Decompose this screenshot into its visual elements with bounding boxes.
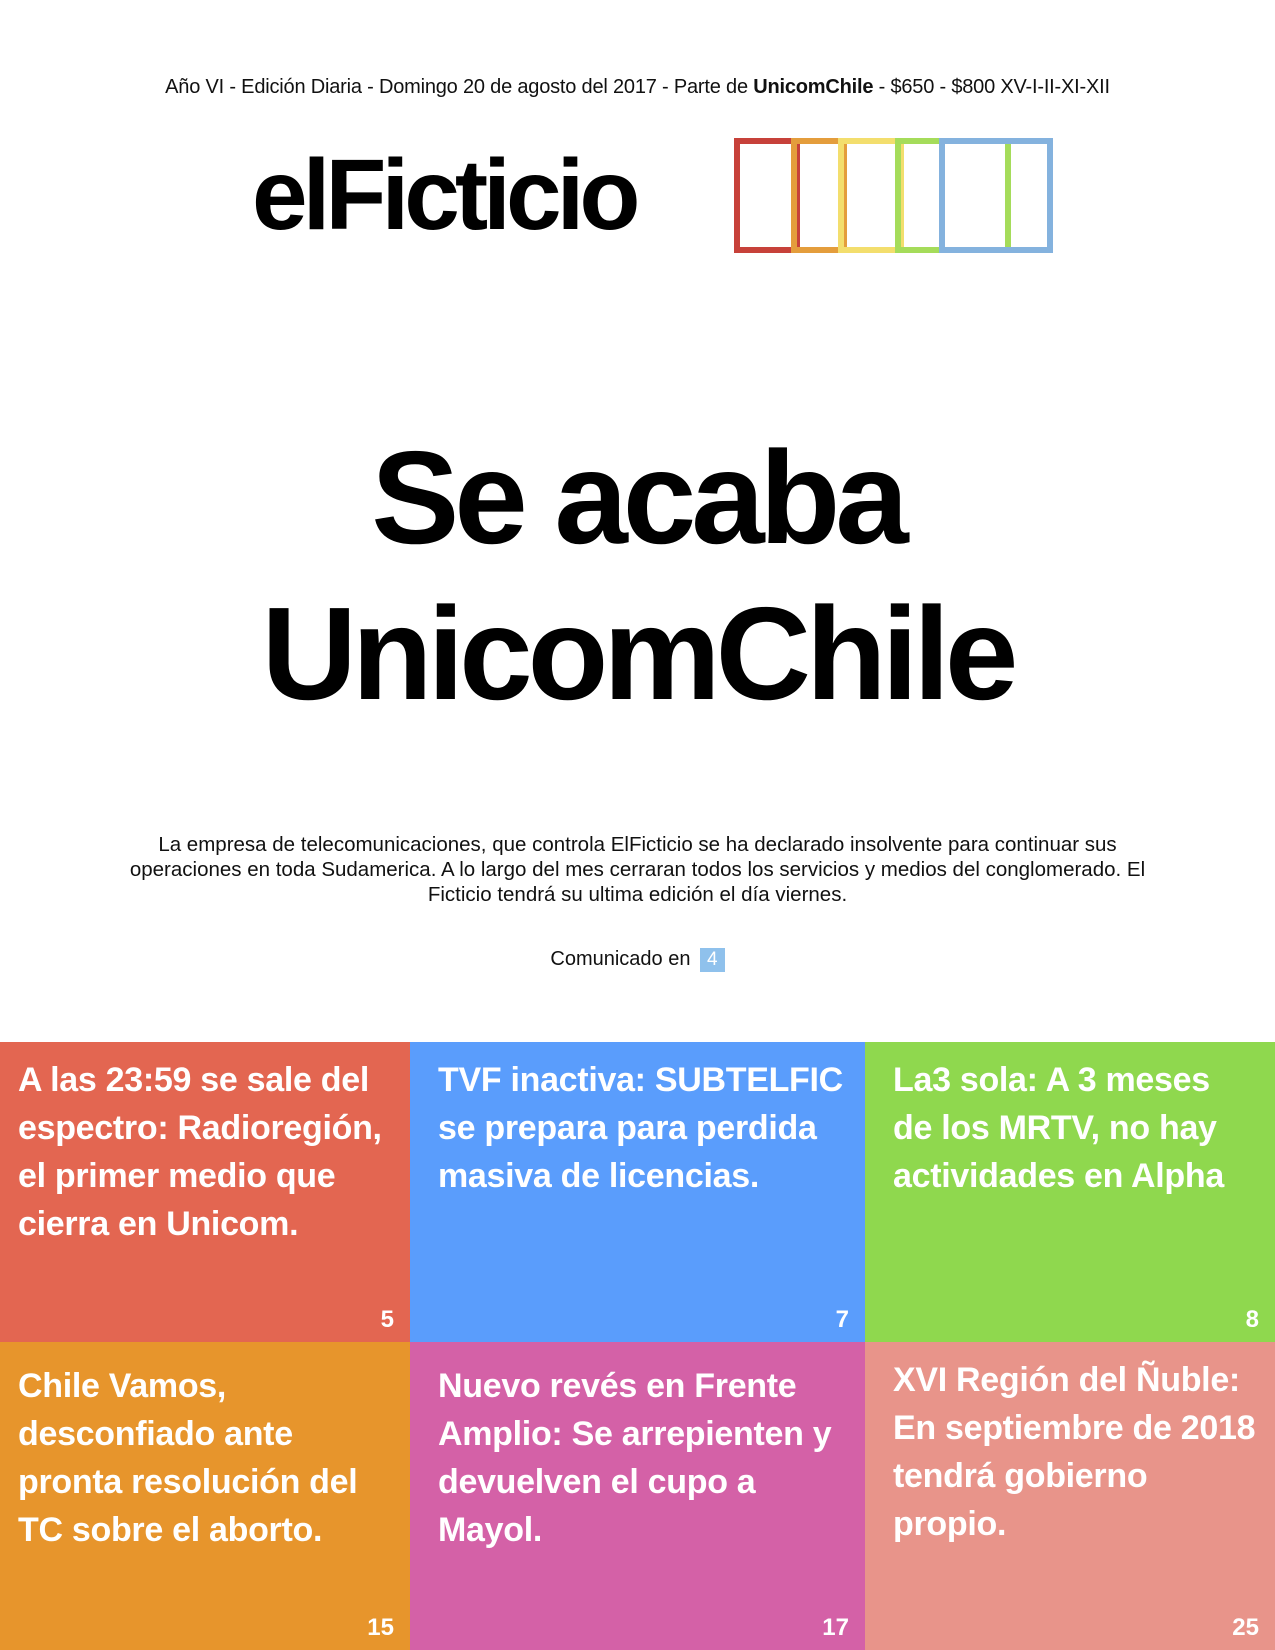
edition-line [0, 76, 1275, 99]
comunicado-page-badge[interactable]: 4 [700, 948, 725, 972]
masthead [252, 138, 1052, 253]
main-headline[interactable] [0, 420, 1275, 732]
story-title: Nuevo revés en Frente Amplio: Se arrepienten y devuelven el cupo a Mayol. [438, 1367, 832, 1549]
story-page-number: 17 [822, 1614, 849, 1641]
story-title: Chile Vamos, desconfiado ante pronta resolución del TC sobre el aborto. [18, 1367, 358, 1549]
logo-box-yellow [841, 141, 901, 250]
story-page-number: 25 [1232, 1614, 1259, 1641]
story-page-number: 8 [1245, 1306, 1259, 1333]
story-title: La3 sola: A 3 meses de los MRTV, no hay actividades en Alpha [893, 1061, 1224, 1195]
comunicado-reference [0, 948, 1275, 972]
story-title: TVF inactiva: SUBTELFIC se prepara para perdida masiva de licencias. [438, 1061, 843, 1195]
edition-prefix: Año VI - Edición Diaria - Domingo 20 de agosto del 2017 - Parte de [165, 76, 754, 98]
logo-box-green [898, 141, 1008, 250]
edition-suffix: - $650 - $800 XV-I-II-XI-XII [873, 76, 1110, 98]
logo-box-orange [794, 141, 844, 250]
logo-box-blue [942, 141, 1050, 250]
logo-wordmark: elFicticio [252, 139, 636, 251]
story-title: A las 23:59 se sale del espectro: Radioregión, el primer medio que cierra en Unicom. [18, 1061, 382, 1243]
story-title: XVI Región del Ñuble: En septiembre de 2018 tendrá gobierno propio. [893, 1361, 1256, 1543]
story-tile[interactable] [865, 1042, 1275, 1342]
story-grid [0, 1042, 1275, 1650]
lead-summary: La empresa de telecomunicaciones, que controla ElFicticio se ha declarado insolvente para continuar sus operaciones en toda Sudamerica. A lo largo del mes cerraran todos los servicios y medios del conglomerado. El Ficticio tendrá su ultima edición el día viernes. [129, 833, 1146, 906]
headline-line-2: UnicomChile [261, 580, 1014, 727]
logo-color-boxes-icon [734, 138, 1054, 253]
story-page-number: 15 [367, 1614, 394, 1641]
comunicado-label: Comunicado en [550, 948, 691, 970]
story-tile[interactable] [865, 1342, 1275, 1650]
story-page-number: 5 [380, 1306, 394, 1333]
story-tile[interactable] [0, 1342, 410, 1650]
story-tile[interactable] [410, 1042, 865, 1342]
headline-line-1: Se acaba [371, 424, 904, 571]
story-tile[interactable] [0, 1042, 410, 1342]
edition-brand: UnicomChile [753, 76, 874, 98]
story-tile[interactable] [410, 1342, 865, 1650]
logo-box-red [737, 141, 797, 250]
story-page-number: 7 [835, 1306, 849, 1333]
